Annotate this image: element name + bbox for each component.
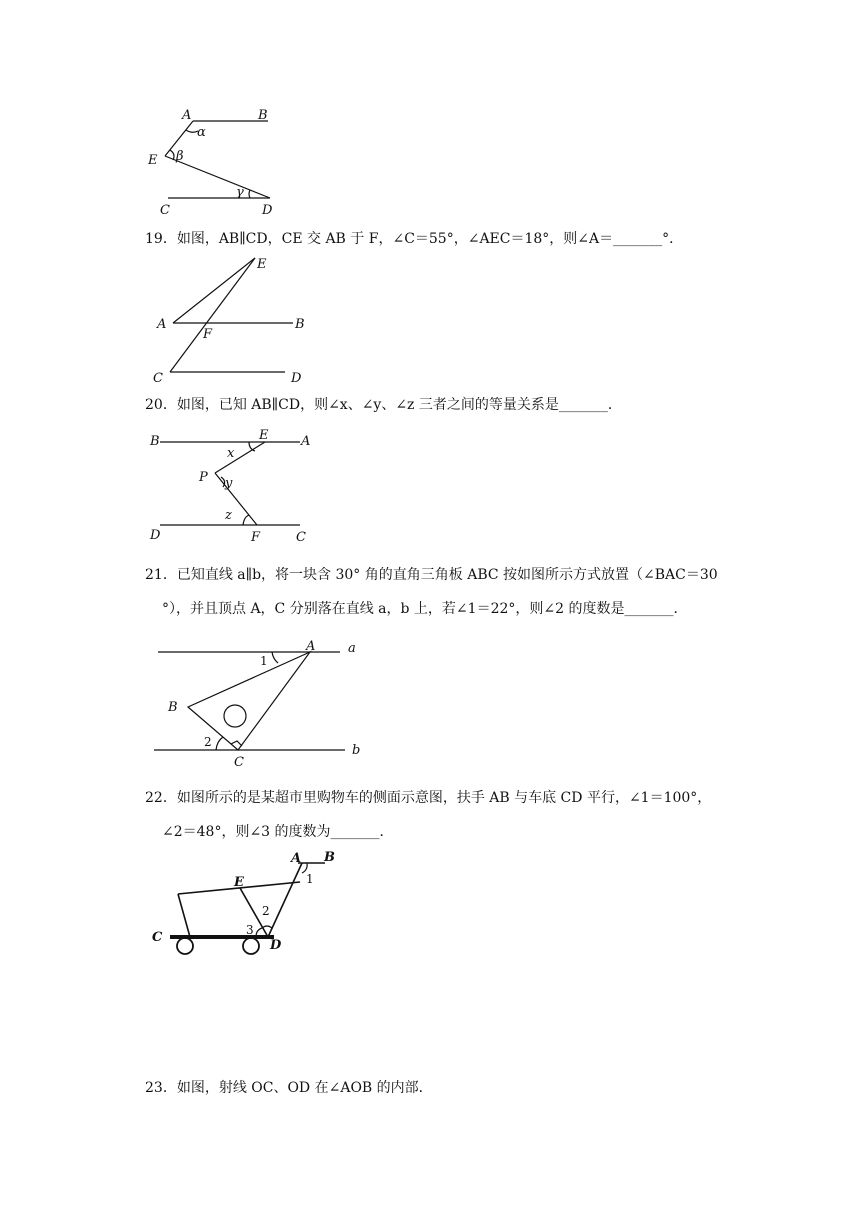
- question-22-line2: ∠2＝48°，则∠3 的度数为_______．: [162, 824, 394, 840]
- question-19-text: 19．如图，AB∥CD，CE 交 AB 于 F，∠C＝55°，∠AEC＝18°，则∠A＝_______°．: [145, 231, 684, 247]
- label-beta: β: [176, 149, 184, 164]
- question-22-line1: 22．如图所示的是某超市里购物车的侧面示意图，扶手 AB 与车底 CD 平行，∠1＝100°，: [145, 790, 712, 806]
- label-B: B: [168, 700, 178, 715]
- label-E: E: [148, 153, 158, 168]
- label-C: C: [296, 530, 306, 545]
- label-A: A: [301, 434, 311, 449]
- label-angle-2: 2: [204, 735, 212, 749]
- label-x: x: [227, 446, 235, 461]
- figure-20: [145, 425, 325, 545]
- label-A: A: [182, 108, 192, 123]
- label-A: A: [291, 851, 302, 866]
- label-B: B: [324, 850, 335, 865]
- label-C: C: [234, 755, 244, 770]
- question-21-line1: 21．已知直线 a∥b，将一块含 30° 角的直角三角板 ABC 按如图所示方式放置（∠BAC＝30: [145, 567, 718, 583]
- label-D: D: [150, 528, 161, 543]
- label-D: D: [262, 203, 273, 218]
- figure-22: [150, 848, 350, 963]
- label-E: E: [257, 257, 267, 272]
- figure-21: [150, 635, 380, 770]
- figure-18: [140, 100, 300, 220]
- label-C: C: [160, 203, 170, 218]
- label-B: B: [258, 108, 268, 123]
- label-b: b: [352, 743, 361, 758]
- label-F: F: [203, 327, 213, 342]
- label-A: A: [157, 317, 167, 332]
- figure-19: [145, 250, 325, 390]
- label-angle-1: 1: [306, 872, 314, 886]
- question-23-text: 23．如图，射线 OC、OD 在∠AOB 的内部．: [145, 1080, 433, 1096]
- label-E: E: [234, 875, 244, 890]
- label-B: B: [150, 434, 160, 449]
- label-B: B: [295, 317, 305, 332]
- label-C: C: [153, 371, 163, 386]
- label-angle-1: 1: [260, 654, 268, 668]
- label-D: D: [291, 371, 302, 386]
- label-angle-3: 3: [246, 923, 254, 937]
- label-E: E: [259, 428, 269, 443]
- label-F: F: [251, 530, 261, 545]
- question-20-text: 20．如图，已知 AB∥CD，则∠x、∠y、∠z 三者之间的等量关系是_______．: [145, 397, 622, 413]
- label-C: C: [152, 930, 163, 945]
- label-A: A: [306, 639, 316, 654]
- label-a: a: [348, 641, 356, 656]
- label-angle-2: 2: [262, 904, 270, 918]
- label-z: z: [225, 508, 232, 523]
- label-y: y: [225, 476, 233, 491]
- question-21-line2: °），并且顶点 A，C 分别落在直线 a，b 上，若∠1＝22°，则∠2 的度数是_______．: [162, 601, 688, 617]
- label-gamma: γ: [236, 185, 244, 200]
- label-P: P: [199, 470, 208, 485]
- label-D: D: [270, 938, 282, 953]
- label-alpha: α: [197, 125, 206, 140]
